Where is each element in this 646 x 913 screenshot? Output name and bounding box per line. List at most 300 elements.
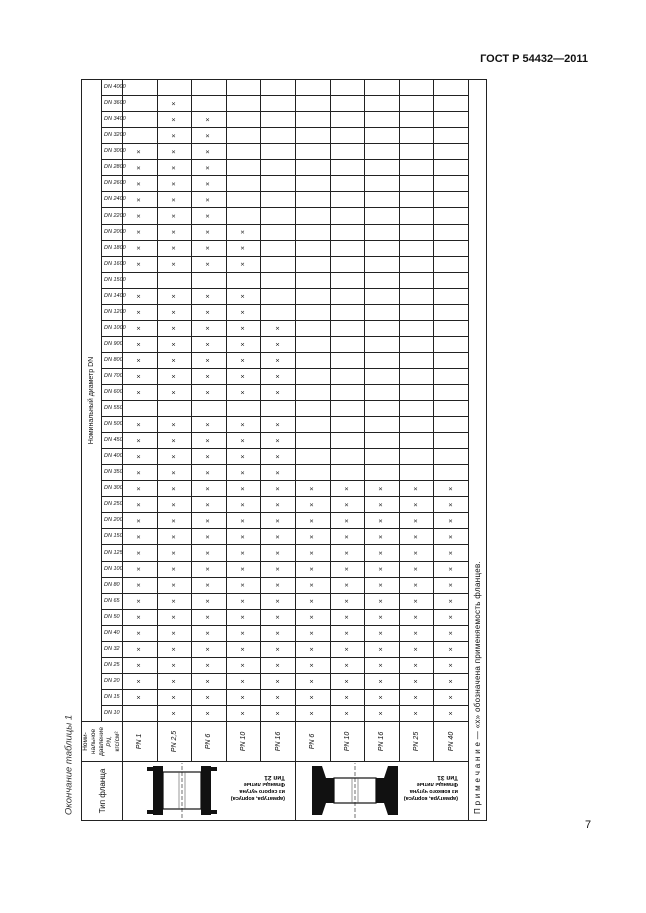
applicability-cell — [399, 320, 434, 336]
applicability-mark: × — [157, 288, 192, 304]
applicability-mark: × — [261, 609, 296, 625]
applicability-mark: × — [261, 657, 296, 673]
applicability-cell — [434, 385, 469, 401]
applicability-mark: × — [399, 657, 434, 673]
applicability-mark: × — [330, 513, 365, 529]
applicability-cell — [434, 433, 469, 449]
applicability-cell — [296, 465, 331, 481]
applicability-mark: × — [192, 625, 227, 641]
applicability-mark: × — [192, 673, 227, 689]
dn-header — [101, 80, 127, 96]
applicability-mark: × — [226, 352, 261, 368]
applicability-mark: × — [123, 368, 158, 384]
applicability-mark: × — [434, 561, 469, 577]
applicability-cell — [330, 144, 365, 160]
applicability-mark: × — [123, 593, 158, 609]
applicability-mark: × — [123, 641, 158, 657]
applicability-cell — [434, 288, 469, 304]
applicability-cell — [330, 176, 365, 192]
applicability-mark: × — [192, 497, 227, 513]
applicability-cell — [365, 176, 400, 192]
applicability-mark: × — [157, 673, 192, 689]
flange-type-line: (арматура, корпуса) — [403, 795, 458, 801]
applicability-mark: × — [192, 240, 227, 256]
applicability-mark: × — [261, 561, 296, 577]
applicability-mark: × — [123, 208, 158, 224]
applicability-mark: × — [434, 593, 469, 609]
applicability-mark: × — [399, 705, 434, 721]
applicability-mark: × — [226, 625, 261, 641]
dn-label: DN 250 — [104, 501, 124, 508]
applicability-mark: × — [192, 545, 227, 561]
cast-flange-ductile-iron-icon — [296, 761, 468, 820]
applicability-mark: × — [123, 304, 158, 320]
applicability-cell — [330, 465, 365, 481]
pressure-value: PN 6 — [296, 722, 331, 762]
applicability-mark: × — [296, 609, 331, 625]
dn-header — [101, 417, 122, 433]
applicability-mark: × — [226, 577, 261, 593]
applicability-mark: × — [157, 368, 192, 384]
pressure-value: PN 16 — [261, 722, 296, 762]
applicability-mark: × — [192, 529, 227, 545]
applicability-mark: × — [157, 320, 192, 336]
applicability-mark: × — [330, 705, 365, 721]
applicability-mark: × — [434, 625, 469, 641]
applicability-cell — [261, 160, 296, 176]
dn-header — [101, 497, 122, 513]
applicability-cell — [399, 368, 434, 384]
applicability-cell — [399, 144, 434, 160]
dn-label: DN 65 — [104, 597, 121, 604]
applicability-mark: × — [192, 417, 227, 433]
dn-header — [101, 641, 122, 657]
applicability-mark: × — [157, 497, 192, 513]
applicability-cell — [157, 401, 192, 417]
applicability-cell — [399, 288, 434, 304]
applicability-mark: × — [192, 336, 227, 352]
applicability-mark: × — [123, 529, 158, 545]
applicability-mark: × — [330, 577, 365, 593]
pressure-header-line: кгс/см² — [114, 731, 121, 752]
applicability-mark: × — [226, 657, 261, 673]
applicability-mark: × — [434, 497, 469, 513]
applicability-mark: × — [192, 320, 227, 336]
applicability-mark: × — [123, 417, 158, 433]
applicability-mark: × — [226, 673, 261, 689]
applicability-cell — [330, 208, 365, 224]
applicability-cell — [434, 336, 469, 352]
applicability-mark: × — [399, 497, 434, 513]
applicability-cell — [330, 240, 365, 256]
applicability-mark: × — [123, 449, 158, 465]
applicability-cell — [399, 385, 434, 401]
table-row — [434, 80, 469, 821]
applicability-cell — [434, 320, 469, 336]
applicability-cell — [365, 160, 400, 176]
applicability-cell — [123, 128, 158, 144]
applicability-mark: × — [434, 705, 469, 721]
applicability-cell — [434, 192, 469, 208]
applicability-mark: × — [157, 385, 192, 401]
applicability-mark: × — [157, 208, 192, 224]
applicability-cell — [330, 272, 365, 288]
applicability-cell — [434, 465, 469, 481]
applicability-mark: × — [434, 529, 469, 545]
applicability-cell — [399, 256, 434, 272]
flange-type-line: (арматура, корпуса) — [230, 795, 285, 801]
applicability-mark: × — [157, 433, 192, 449]
applicability-mark: × — [330, 641, 365, 657]
applicability-mark: × — [192, 192, 227, 208]
dn-label: DN 400 — [104, 453, 124, 460]
applicability-mark: × — [261, 449, 296, 465]
pressure-header-line: нальное — [90, 728, 97, 755]
applicability-mark: × — [330, 673, 365, 689]
applicability-mark: × — [434, 609, 469, 625]
applicability-mark: × — [399, 673, 434, 689]
applicability-cell — [261, 224, 296, 240]
applicability-mark: × — [399, 689, 434, 705]
dn-label: DN 2000 — [104, 228, 127, 235]
applicability-mark: × — [123, 497, 158, 513]
applicability-mark: × — [157, 240, 192, 256]
applicability-cell — [434, 417, 469, 433]
dn-label: DN 1400 — [104, 292, 127, 299]
applicability-mark: × — [123, 240, 158, 256]
applicability-cell — [365, 240, 400, 256]
applicability-mark: × — [192, 256, 227, 272]
applicability-cell — [226, 160, 261, 176]
applicability-cell — [365, 401, 400, 417]
applicability-cell — [434, 449, 469, 465]
applicability-cell — [226, 176, 261, 192]
applicability-mark: × — [365, 593, 400, 609]
applicability-cell — [365, 433, 400, 449]
dn-header — [101, 272, 127, 288]
dn-header — [101, 449, 122, 465]
applicability-mark: × — [157, 657, 192, 673]
applicability-cell — [365, 208, 400, 224]
applicability-mark: × — [296, 481, 331, 497]
applicability-cell — [399, 192, 434, 208]
applicability-mark: × — [434, 545, 469, 561]
applicability-mark: × — [296, 689, 331, 705]
applicability-mark: × — [261, 625, 296, 641]
applicability-cell — [330, 385, 365, 401]
applicability-cell — [330, 80, 365, 96]
dn-header — [101, 433, 122, 449]
applicability-cell — [434, 112, 469, 128]
applicability-mark: × — [296, 561, 331, 577]
applicability-cell — [365, 80, 400, 96]
applicability-mark: × — [123, 625, 158, 641]
applicability-table-wrapper — [81, 79, 519, 821]
applicability-cell — [365, 304, 400, 320]
applicability-cell — [296, 224, 331, 240]
dn-label: DN 50 — [104, 613, 121, 620]
dn-header — [101, 593, 122, 609]
applicability-cell — [330, 288, 365, 304]
applicability-cell — [330, 449, 365, 465]
dn-header — [101, 288, 127, 304]
applicability-cell — [330, 336, 365, 352]
dn-label: DN 100 — [104, 565, 124, 572]
applicability-mark: × — [123, 673, 158, 689]
applicability-mark: × — [296, 577, 331, 593]
applicability-cell — [399, 80, 434, 96]
applicability-mark: × — [399, 577, 434, 593]
applicability-cell — [123, 272, 158, 288]
dn-header — [101, 208, 127, 224]
applicability-mark: × — [192, 689, 227, 705]
page-number: 7 — [585, 819, 592, 831]
applicability-mark: × — [157, 144, 192, 160]
applicability-cell — [365, 96, 400, 112]
applicability-mark: × — [434, 513, 469, 529]
applicability-mark: × — [434, 481, 469, 497]
applicability-mark: × — [261, 368, 296, 384]
applicability-cell — [261, 240, 296, 256]
applicability-cell — [261, 304, 296, 320]
applicability-mark: × — [261, 641, 296, 657]
applicability-cell — [330, 224, 365, 240]
applicability-mark: × — [192, 128, 227, 144]
dn-label: DN 1200 — [104, 308, 127, 315]
applicability-mark: × — [157, 224, 192, 240]
dn-label: DN 300 — [104, 485, 124, 492]
applicability-mark: × — [365, 561, 400, 577]
applicability-cell — [434, 160, 469, 176]
applicability-cell — [226, 144, 261, 160]
applicability-cell — [330, 256, 365, 272]
applicability-cell — [296, 192, 331, 208]
dn-label: DN 3600 — [104, 100, 127, 107]
dn-header — [101, 385, 122, 401]
applicability-mark: × — [123, 256, 158, 272]
applicability-mark: × — [192, 465, 227, 481]
pressure-value: PN 10 — [330, 722, 365, 762]
dn-header — [101, 144, 127, 160]
applicability-cell — [365, 144, 400, 160]
applicability-cell — [399, 160, 434, 176]
table-row — [365, 80, 400, 821]
dn-label: DN 1500 — [104, 276, 127, 283]
applicability-mark: × — [192, 112, 227, 128]
applicability-mark: × — [261, 673, 296, 689]
applicability-mark: × — [192, 352, 227, 368]
dn-header — [101, 513, 122, 529]
applicability-cell — [399, 176, 434, 192]
dn-label: DN 150 — [104, 533, 124, 540]
applicability-cell — [226, 401, 261, 417]
applicability-mark: × — [157, 513, 192, 529]
dn-label: DN 200 — [104, 517, 124, 524]
applicability-mark: × — [192, 160, 227, 176]
applicability-mark: × — [226, 593, 261, 609]
applicability-mark: × — [123, 192, 158, 208]
pressure-header — [82, 722, 123, 762]
pressure-header-line: давление — [98, 727, 105, 756]
applicability-cell — [192, 272, 227, 288]
applicability-mark: × — [123, 288, 158, 304]
applicability-mark: × — [226, 224, 261, 240]
applicability-mark: × — [399, 609, 434, 625]
dn-header — [101, 561, 122, 577]
applicability-mark: × — [157, 545, 192, 561]
pressure-header-line: Номи- — [82, 732, 89, 751]
applicability-cell — [365, 112, 400, 128]
applicability-mark: × — [123, 224, 158, 240]
dn-label: DN 15 — [104, 693, 121, 700]
pressure-value: PN 40 — [434, 722, 469, 762]
applicability-mark: × — [296, 705, 331, 721]
applicability-mark: × — [192, 224, 227, 240]
applicability-cell — [399, 417, 434, 433]
applicability-mark: × — [157, 481, 192, 497]
applicability-cell — [296, 256, 331, 272]
applicability-mark: × — [192, 385, 227, 401]
dn-header — [101, 368, 122, 384]
applicability-mark: × — [365, 657, 400, 673]
applicability-cell — [261, 272, 296, 288]
applicability-mark: × — [434, 673, 469, 689]
dn-header — [101, 689, 122, 705]
applicability-cell — [226, 96, 261, 112]
dn-label: DN 550 — [104, 405, 124, 412]
applicability-cell — [261, 192, 296, 208]
applicability-cell — [434, 224, 469, 240]
applicability-mark: × — [330, 609, 365, 625]
applicability-mark: × — [192, 208, 227, 224]
applicability-mark: × — [365, 673, 400, 689]
applicability-mark: × — [296, 513, 331, 529]
applicability-mark: × — [192, 176, 227, 192]
applicability-cell — [123, 96, 158, 112]
applicability-mark: × — [261, 545, 296, 561]
applicability-cell — [434, 352, 469, 368]
applicability-cell — [330, 368, 365, 384]
applicability-mark: × — [330, 657, 365, 673]
applicability-mark: × — [261, 352, 296, 368]
applicability-cell — [296, 336, 331, 352]
applicability-mark: × — [226, 545, 261, 561]
table-row — [226, 80, 261, 821]
applicability-cell — [261, 208, 296, 224]
applicability-cell — [261, 144, 296, 160]
table-row — [296, 80, 331, 821]
applicability-cell — [123, 401, 158, 417]
applicability-cell — [434, 368, 469, 384]
applicability-mark: × — [261, 481, 296, 497]
applicability-mark: × — [399, 561, 434, 577]
applicability-mark: × — [157, 593, 192, 609]
applicability-mark: × — [192, 609, 227, 625]
dn-header — [101, 545, 122, 561]
applicability-mark: × — [226, 240, 261, 256]
applicability-mark: × — [365, 689, 400, 705]
dn-label: DN 2400 — [104, 196, 127, 203]
applicability-mark: × — [330, 497, 365, 513]
applicability-mark: × — [226, 705, 261, 721]
applicability-mark: × — [157, 689, 192, 705]
applicability-cell — [296, 272, 331, 288]
dn-header — [101, 577, 122, 593]
dn-header — [101, 112, 127, 128]
dn-header — [101, 176, 127, 192]
applicability-cell — [399, 240, 434, 256]
applicability-cell — [365, 352, 400, 368]
applicability-cell — [296, 352, 331, 368]
applicability-cell — [123, 112, 158, 128]
applicability-mark: × — [157, 96, 192, 112]
pressure-value: PN 25 — [399, 722, 434, 762]
applicability-mark: × — [192, 657, 227, 673]
dn-label: DN 900 — [104, 340, 124, 347]
applicability-mark: × — [226, 689, 261, 705]
pressure-value: PN 10 — [226, 722, 261, 762]
applicability-mark: × — [296, 529, 331, 545]
applicability-cell — [399, 224, 434, 240]
applicability-cell — [192, 96, 227, 112]
applicability-cell — [296, 449, 331, 465]
applicability-cell — [365, 368, 400, 384]
dn-label: DN 25 — [104, 661, 121, 668]
dn-header — [101, 96, 127, 112]
applicability-cell — [399, 352, 434, 368]
dn-header — [101, 465, 122, 481]
applicability-mark: × — [365, 529, 400, 545]
applicability-mark: × — [261, 689, 296, 705]
pressure-value: PN 16 — [365, 722, 400, 762]
table-row — [157, 80, 192, 821]
pressure-value: PN 6 — [192, 722, 227, 762]
applicability-cell — [365, 272, 400, 288]
applicability-mark: × — [123, 689, 158, 705]
dn-header — [101, 673, 122, 689]
applicability-mark: × — [226, 513, 261, 529]
dn-label: DN 32 — [104, 645, 121, 652]
applicability-mark: × — [157, 192, 192, 208]
applicability-mark: × — [399, 529, 434, 545]
dn-label: DN 10 — [104, 709, 121, 716]
applicability-cell — [399, 304, 434, 320]
applicability-cell — [434, 304, 469, 320]
dn-header — [101, 481, 122, 497]
applicability-cell — [434, 240, 469, 256]
applicability-cell — [365, 417, 400, 433]
applicability-cell — [192, 401, 227, 417]
cast-flange-gray-iron-icon — [123, 761, 295, 820]
applicability-cell — [434, 176, 469, 192]
applicability-mark: × — [399, 625, 434, 641]
dn-header — [101, 240, 127, 256]
applicability-mark: × — [123, 561, 158, 577]
applicability-mark: × — [157, 417, 192, 433]
dn-label: DN 40 — [104, 629, 121, 636]
applicability-mark: × — [192, 433, 227, 449]
applicability-mark: × — [261, 593, 296, 609]
applicability-mark: × — [123, 352, 158, 368]
pressure-value: PN 2,5 — [157, 722, 192, 762]
applicability-cell — [330, 160, 365, 176]
dn-header — [101, 224, 127, 240]
applicability-mark: × — [123, 144, 158, 160]
dn-header — [101, 352, 122, 368]
note-row — [469, 80, 487, 821]
applicability-mark: × — [192, 641, 227, 657]
applicability-mark: × — [226, 641, 261, 657]
